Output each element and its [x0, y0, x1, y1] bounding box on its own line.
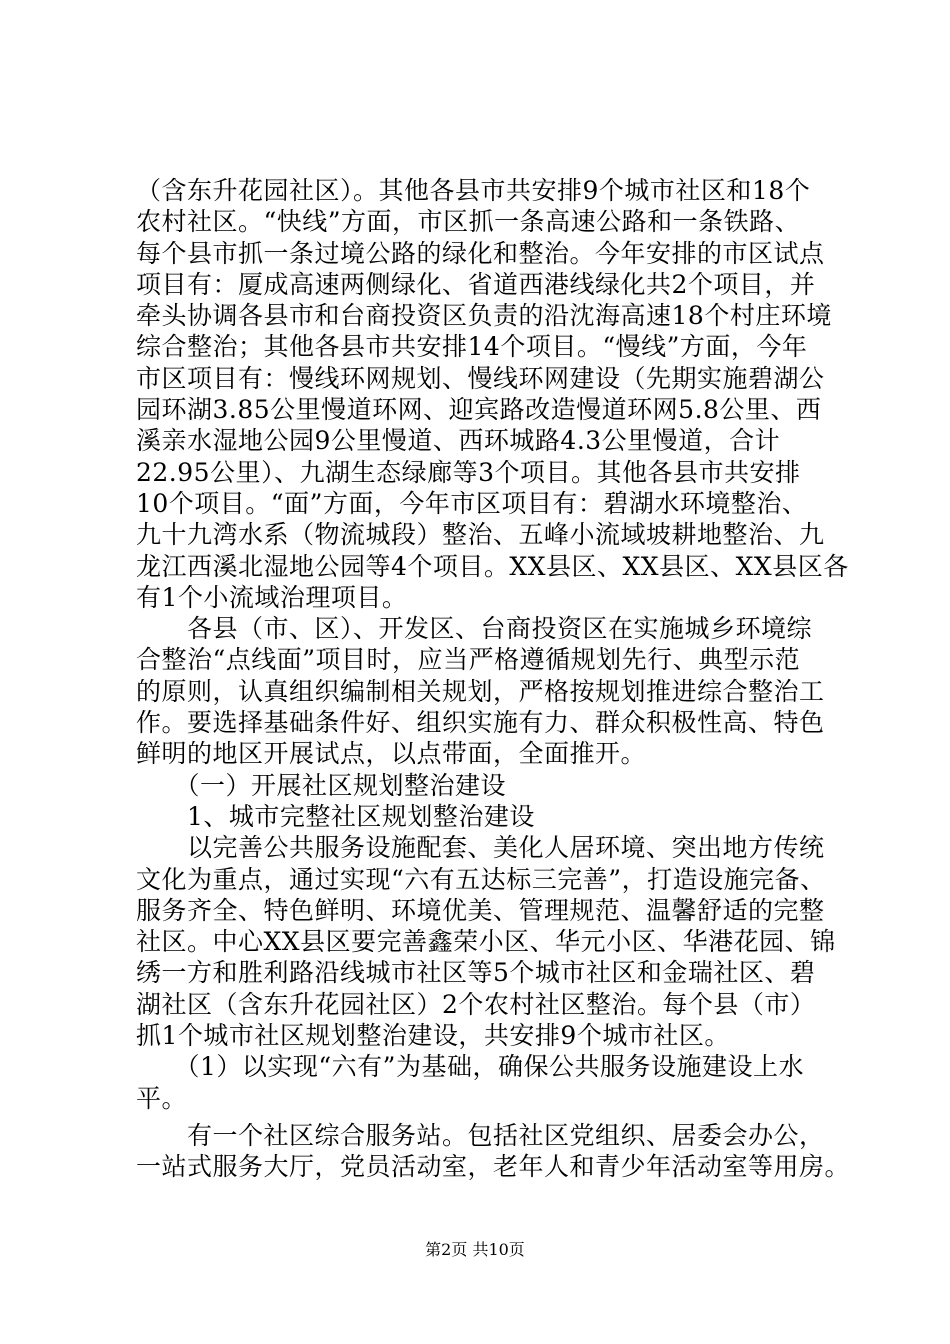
text-line: 10个项目。“面”方面，今年市区项目有：碧湖水环境整治、: [136, 488, 808, 518]
text-line: 平。: [136, 1083, 188, 1113]
text-line: 溪亲水湿地公园9公里慢道、西环城路4.3公里慢道，合计: [136, 426, 781, 456]
text-line: 22.95公里）、九湖生态绿廊等3个项目。其他各县市共安排: [136, 457, 801, 487]
text-line: 合整治“点线面”项目时，应当严格遵循规划先行、典型示范: [136, 645, 801, 675]
text-line: 市区项目有：慢线环网规划、慢线环网建设（先期实施碧湖公: [136, 363, 825, 393]
text-line: 服务齐全、特色鲜明、环境优美、管理规范、温馨舒适的完整: [136, 895, 825, 925]
text-line: 有1个小流域治理项目。: [136, 582, 408, 612]
text-line: 绣一方和胜利路沿线城市社区等5个城市社区和金瑞社区、碧: [136, 958, 816, 988]
text-line: 湖社区（含东升花园社区）2个农村社区整治。每个县（市）: [136, 989, 816, 1019]
text-line: 鲜明的地区开展试点，以点带面，全面推开。: [136, 739, 647, 769]
text-line: 龙江西溪北湿地公园等4个项目。XX县区、XX县区、XX县区各: [136, 551, 849, 581]
text-line: 每个县市抓一条过境公路的绿化和整治。今年安排的市区试点: [136, 238, 825, 268]
text-line: 九十九湾水系（物流城段）整治、五峰小流域坡耕地整治、九: [136, 520, 825, 550]
text-line: 牵头协调各县市和台商投资区负责的沿沈海高速18个村庄环境: [136, 301, 832, 331]
text-line: 园环湖3.85公里慢道环网、迎宾路改造慢道环网5.8公里、西: [136, 395, 822, 425]
text-line: 各县（市、区）、开发区、台商投资区在实施城乡环境综: [136, 614, 813, 644]
text-line: 社区。中心XX县区要完善鑫荣小区、华元小区、华港花园、锦: [136, 927, 836, 957]
text-line: 一站式服务大厅，党员活动室，老年人和青少年活动室等用房。: [136, 1152, 851, 1182]
page-number: 第2页 共10页: [425, 1240, 525, 1259]
document-body: [136, 175, 851, 1183]
text-line: （含东升花园社区）。其他各县市共安排9个城市社区和18个: [136, 176, 811, 205]
text-line: 抓1个城市社区规划整治建设，共安排9个城市社区。: [136, 1021, 730, 1051]
text-line: 项目有：厦成高速两侧绿化、省道西港线绿化共2个项目，并: [136, 269, 816, 299]
text-line: 作。要选择基础条件好、组织实施有力、群众积极性高、特色: [136, 708, 825, 738]
text-line: 文化为重点，通过实现“六有五达标三完善”，打造设施完备、: [136, 864, 826, 894]
text-line: 以完善公共服务设施配套、美化人居环境、突出地方传统: [136, 833, 825, 863]
text-line: 农村社区。“快线”方面，市区抓一条高速公路和一条铁路、: [136, 207, 801, 237]
text-line: 综合整治；其他各县市共安排14个项目。“慢线”方面，今年: [136, 332, 808, 362]
text-line: 有一个社区综合服务站。包括社区党组织、居委会办公，: [136, 1120, 825, 1150]
section-heading: （一）开展社区规划整治建设: [136, 770, 507, 800]
text-line: 的原则，认真组织编制相关规划，严格按规划推进综合整治工: [136, 676, 825, 706]
subsection-heading: 1、城市完整社区规划整治建设: [136, 801, 535, 831]
text-line: （1）以实现“六有”为基础，确保公共服务设施建设上水: [136, 1052, 804, 1082]
